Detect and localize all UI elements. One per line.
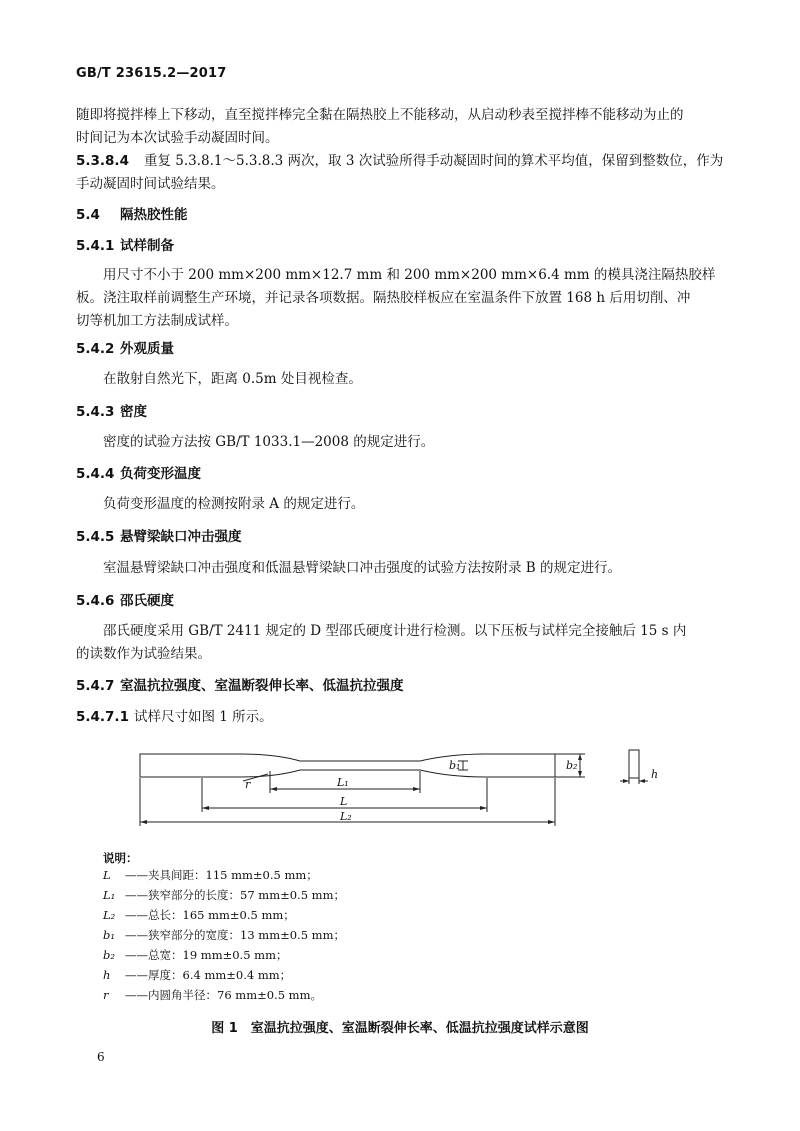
section-title: 悬臂梁缺口冲击强度 (120, 529, 242, 545)
legend-title: 说明： (103, 851, 138, 865)
section-title: 邵氏硬度 (120, 593, 174, 609)
section-5384 (76, 152, 723, 170)
section-5471 (76, 708, 273, 726)
paragraph-line: 密度的试验方法按 GB/T 1033.1—2008 的规定进行。 (103, 434, 435, 450)
paragraph-line: 切等机加工方法制成试样。 (76, 313, 238, 329)
paragraph-line: 板。浇注取样前调整生产环境，并记录各项数据。隔热胶样板应在室温条件下放置 168 h 后用切削、冲 (76, 290, 691, 306)
paragraph-line: 用尺寸不小于 200 mm×200 mm×12.7 mm 和 200 mm×200 mm×6.4 mm 的模具浇注隔热胶样 (103, 267, 716, 283)
section-54-heading (76, 206, 188, 224)
legend-text: ——总宽：19 mm±0.5 mm； (125, 948, 288, 962)
label-h: h (651, 768, 659, 781)
specimen-diagram (0, 740, 800, 840)
paragraph-line: 邵氏硬度采用 GB/T 2411 规定的 D 型邵氏硬度计进行检测。以下压板与试样完全接触后 15 s 内 (103, 623, 687, 639)
label-L2: L₂ (340, 810, 352, 823)
specimen-outline (140, 754, 555, 777)
legend-item (103, 947, 288, 963)
section-number: 5.4.4 (76, 466, 115, 482)
label-b2: b₂ (566, 759, 578, 772)
section-title: 隔热胶性能 (120, 207, 188, 223)
legend-text: ——狭窄部分的宽度：13 mm±0.5 mm； (125, 928, 345, 942)
label-b1: b₁ (449, 759, 461, 772)
section-number: 5.4.1 (76, 238, 115, 254)
paragraph-line: 室温悬臂梁缺口冲击强度和低温悬臂梁缺口冲击强度的试验方法按附录 B 的规定进行。 (103, 560, 622, 576)
section-title: 负荷变形温度 (120, 466, 201, 482)
section-547-heading (76, 677, 404, 695)
legend-item (103, 967, 291, 983)
legend-symbol: b₁ (103, 928, 115, 942)
legend-text: ——狭窄部分的长度：57 mm±0.5 mm； (125, 888, 345, 902)
section-542-heading (76, 340, 174, 358)
section-543-heading (76, 403, 147, 421)
paragraph-line: 随即将搅拌棒上下移动，直至搅拌棒完全黏在隔热胶上不能移动，从启动秒表至搅拌棒不能移动为止的 (76, 107, 684, 123)
section-number: 5.3.8.4 (76, 153, 129, 169)
section-number: 5.4.7 (76, 678, 115, 694)
legend-symbol: h (103, 968, 111, 982)
section-title: 密度 (120, 404, 147, 420)
legend-symbol: b₂ (103, 948, 115, 962)
paragraph-line: 的读数作为试验结果。 (76, 646, 211, 662)
legend-item (103, 927, 345, 943)
section-544-heading (76, 465, 201, 483)
legend-item (103, 887, 345, 903)
legend-text: ——总长：165 mm±0.5 mm； (125, 908, 295, 922)
section-title: 试样制备 (120, 238, 174, 254)
paragraph-line: 负荷变形温度的检测按附录 A 的规定进行。 (103, 496, 365, 512)
legend-text: ——内圆角半径：76 mm±0.5 mm。 (125, 988, 322, 1002)
legend-text: ——夹具间距：115 mm±0.5 mm； (125, 868, 318, 882)
legend-symbol: L₂ (103, 908, 116, 922)
section-title: 室温抗拉强度、室温断裂伸长率、低温抗拉强度 (120, 678, 404, 694)
paragraph-text: 重复 5.3.8.1～5.3.8.3 两次，取 3 次试验所得手动凝固时间的算术平均值，保留到整数位，作为 (144, 153, 724, 169)
paragraph-line: 时间记为本次试验手动凝固时间。 (76, 130, 279, 146)
legend-symbol: L₁ (103, 888, 116, 902)
section-title: 外观质量 (120, 341, 174, 357)
paragraph-text: 试样尺寸如图 1 所示。 (134, 709, 273, 725)
legend-symbol: r (103, 988, 109, 1002)
label-L: L (340, 795, 348, 808)
legend-text: ——厚度：6.4 mm±0.4 mm； (125, 968, 292, 982)
section-541-heading (76, 237, 174, 255)
label-L1: L₁ (337, 776, 349, 789)
section-number: 5.4.6 (76, 593, 115, 609)
legend-symbol: L (103, 868, 111, 882)
section-number: 5.4.7.1 (76, 709, 129, 725)
section-545-heading (76, 528, 242, 546)
section-number: 5.4.2 (76, 341, 115, 357)
document-header: GB/T 23615.2—2017 (76, 66, 227, 81)
figure-caption: 图 1 室温抗拉强度、室温断裂伸长率、低温抗拉强度试样示意图 (211, 1021, 589, 1036)
section-number: 5.4 (76, 207, 100, 223)
paragraph-line: 手动凝固时间试验结果。 (76, 176, 225, 192)
label-r: r (245, 778, 251, 791)
section-number: 5.4.3 (76, 404, 115, 420)
legend-item (103, 907, 295, 923)
page-number: 6 (97, 1050, 105, 1064)
paragraph-line: 在散射自然光下，距离 0.5m 处目视检查。 (103, 371, 362, 387)
legend-item (103, 987, 322, 1003)
legend-item (103, 867, 318, 883)
section-546-heading (76, 592, 174, 610)
section-number: 5.4.5 (76, 529, 115, 545)
